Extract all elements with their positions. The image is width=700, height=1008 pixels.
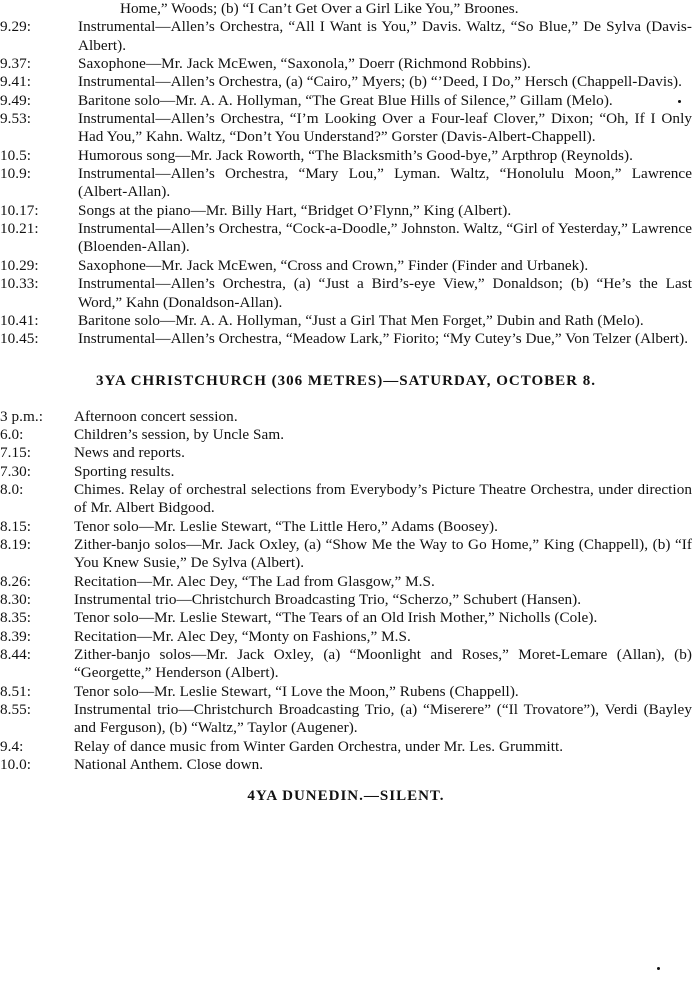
entry-description: Relay of dance music from Winter Garden Orchestra, under Mr. Les. Grummitt. [74, 737, 564, 755]
entry-time: 8.15: [0, 517, 32, 535]
entry-time: 8.19: [0, 535, 32, 553]
entry-time: 10.45: [0, 330, 39, 348]
print-speck [657, 967, 660, 970]
programme-entry [0, 92, 692, 110]
programme-entry [0, 463, 692, 481]
entry-description: Saxophone—Mr. Jack McEwen, “Cross and Crown,” Finder (Finder and Urbanek). [78, 256, 589, 274]
entry-time: 9.37: [0, 55, 32, 73]
programme-entry [0, 312, 692, 330]
entry-time: 10.9: [0, 165, 32, 183]
programme-entry [0, 573, 692, 591]
entry-description: Instrumental—Allen’s Orchestra, “Cock-a-Doodle,” Johnston. Waltz, “Girl of Yesterday,” Lawrence (Bloenden-Allan). [78, 220, 692, 256]
programme-entry [0, 426, 692, 444]
entry-time: 8.39: [0, 627, 32, 645]
entry-time: 10.33: [0, 275, 39, 293]
entry-time: 6.0: [0, 425, 24, 443]
entry-time: 10.41: [0, 311, 39, 329]
programme-entry [0, 518, 692, 536]
print-speck [678, 100, 681, 103]
entry-description: Instrumental trio—Christchurch Broadcasting Trio, “Scherzo,” Schubert (Hansen). [74, 590, 582, 608]
entry-description: Humorous song—Mr. Jack Roworth, “The Blacksmith’s Good-bye,” Arpthrop (Reynolds). [78, 146, 633, 164]
programme-entry [0, 202, 692, 220]
programme-entry [0, 408, 692, 426]
entry-time: 7.30: [0, 462, 32, 480]
programme-entry [0, 165, 692, 202]
entry-description: Zither-banjo solos—Mr. Jack Oxley, (a) “Show Me the Way to Go Home,” King (Chappell), (b) “If You Knew Susie,” De Sylva (Albert). [74, 535, 692, 572]
programme-entry [0, 756, 692, 774]
entry-time: 7.15: [0, 444, 32, 462]
entry-time: 10.5: [0, 146, 32, 164]
entry-time: 3 p.m.: [0, 407, 43, 425]
entry-description: Instrumental—Allen’s Orchestra, “I’m Looking Over a Four-leaf Clover,” Dixon; “Oh, If I Only Had You,” Kahn. Waltz, “Don’t You Understand?” Gorster (Davis-Albert-Chappell). [78, 110, 692, 146]
entry-time: 9.41: [0, 73, 32, 91]
entry-description: National Anthem. Close down. [74, 756, 264, 774]
section-heading-3ya-christchurch: 3YA CHRISTCHURCH (306 METRES)—SATURDAY, OCTOBER 8. [96, 372, 596, 389]
entry-description: Tenor solo—Mr. Leslie Stewart, “I Love the Moon,” Rubens (Chappell). [74, 682, 519, 700]
entry-time: 9.4: [0, 737, 24, 755]
entry-description: Recitation—Mr. Alec Dey, “The Lad from Glasgow,” M.S. [74, 572, 435, 590]
entry-time: 9.29: [0, 18, 32, 36]
entry-time: 9.49: [0, 91, 32, 109]
entry-description: Tenor solo—Mr. Leslie Stewart, “The Little Hero,” Adams (Boosey). [74, 517, 498, 535]
programme-entry [0, 55, 692, 73]
programme-entry [0, 609, 692, 627]
entry-time: 10.21: [0, 220, 39, 238]
entry-description: Instrumental—Allen’s Orchestra, (a) “Cairo,” Myers; (b) “’Deed, I Do,” Hersch (Chappell-Davis). [78, 73, 683, 91]
previous-station-programme [0, 0, 692, 349]
programme-entry [0, 481, 692, 518]
programme-entry [0, 73, 692, 91]
programme-entry [0, 628, 692, 646]
entry-description: Afternoon concert session. [74, 407, 238, 425]
programme-entry [0, 110, 692, 147]
christchurch-programme [0, 408, 692, 775]
programme-list [0, 18, 692, 348]
programme-entry [0, 701, 692, 738]
entry-time: 8.51: [0, 682, 32, 700]
entry-description: Sporting results. [74, 462, 175, 480]
entry-time: 9.53: [0, 110, 32, 128]
programme-entry [0, 275, 692, 312]
entry-time: 10.0: [0, 756, 32, 774]
entry-description: Songs at the piano—Mr. Billy Hart, “Bridget O’Flynn,” King (Albert). [78, 201, 512, 219]
programme-entry [0, 683, 692, 701]
section-heading-4ya-dunedin: 4YA DUNEDIN.—SILENT. [247, 788, 445, 805]
entry-description: Instrumental—Allen’s Orchestra, (a) “Just a Bird’s-eye View,” Donaldson; (b) “He’s the Last Word,” Kahn (Donaldson-Allan). [78, 275, 692, 311]
programme-entry [0, 646, 692, 683]
programme-entry [0, 444, 692, 462]
entry-description: Baritone solo—Mr. A. A. Hollyman, “The Great Blue Hills of Silence,” Gillam (Melo). [78, 91, 613, 109]
entry-time: 8.44: [0, 646, 32, 663]
entry-description: Tenor solo—Mr. Leslie Stewart, “The Tears of an Old Irish Mother,” Nicholls (Cole). [74, 609, 598, 627]
entry-time: 8.0: [0, 480, 24, 498]
entry-description: Chimes. Relay of orchestral selections from Everybody’s Picture Theatre Orchestra, under direction of Mr. Albert Bidgood. [74, 480, 692, 517]
programme-entry [0, 18, 692, 55]
entry-description: Children’s session, by Uncle Sam. [74, 425, 285, 443]
entry-time: 8.55: [0, 701, 32, 719]
entry-description: Instrumental trio—Christchurch Broadcasting Trio, (a) “Miserere” (“Il Trovatore”), Verdi (Bayley and Ferguson), (b) “Waltz,” Taylor (Augener). [74, 701, 692, 737]
entry-time: 10.29: [0, 256, 39, 274]
entry-description: Instrumental—Allen’s Orchestra, “All I Want is You,” Davis. Waltz, “So Blue,” De Sylva (Davis-Albert). [78, 18, 692, 54]
entry-time: 10.17: [0, 201, 39, 219]
entry-time: 8.30: [0, 590, 32, 608]
entry-description: Instrumental—Allen’s Orchestra, “Meadow Lark,” Fiorito; “My Cutey’s Due,” Von Telzer (Albert). [78, 330, 689, 348]
programme-list [0, 408, 692, 775]
entry-description: News and reports. [74, 444, 185, 462]
continuation-line: Home,” Woods; (b) “I Can’t Get Over a Girl Like You,” Broones. [120, 0, 519, 17]
entry-description: Zither-banjo solos—Mr. Jack Oxley, (a) “Moonlight and Roses,” Moret-Lemare (Allan), (b) “Georgette,” Henderson (Albert). [74, 646, 692, 682]
entry-description: Saxophone—Mr. Jack McEwen, “Saxonola,” Doerr (Richmond Robbins). [78, 55, 531, 73]
programme-entry [0, 330, 692, 348]
entry-description: Recitation—Mr. Alec Dey, “Monty on Fashions,” M.S. [74, 627, 411, 645]
programme-entry [0, 536, 692, 573]
programme-entry [0, 257, 692, 275]
programme-entry [0, 220, 692, 257]
programme-entry [0, 591, 692, 609]
entry-description: Instrumental—Allen’s Orchestra, “Mary Lou,” Lyman. Waltz, “Honolulu Moon,” Lawrence (Albert-Allan). [78, 165, 692, 201]
programme-entry [0, 738, 692, 756]
programme-entry [0, 147, 692, 165]
entry-time: 8.26: [0, 572, 32, 590]
entry-description: Baritone solo—Mr. A. A. Hollyman, “Just a Girl That Men Forget,” Dubin and Rath (Melo). [78, 311, 644, 329]
entry-time: 8.35: [0, 609, 32, 627]
